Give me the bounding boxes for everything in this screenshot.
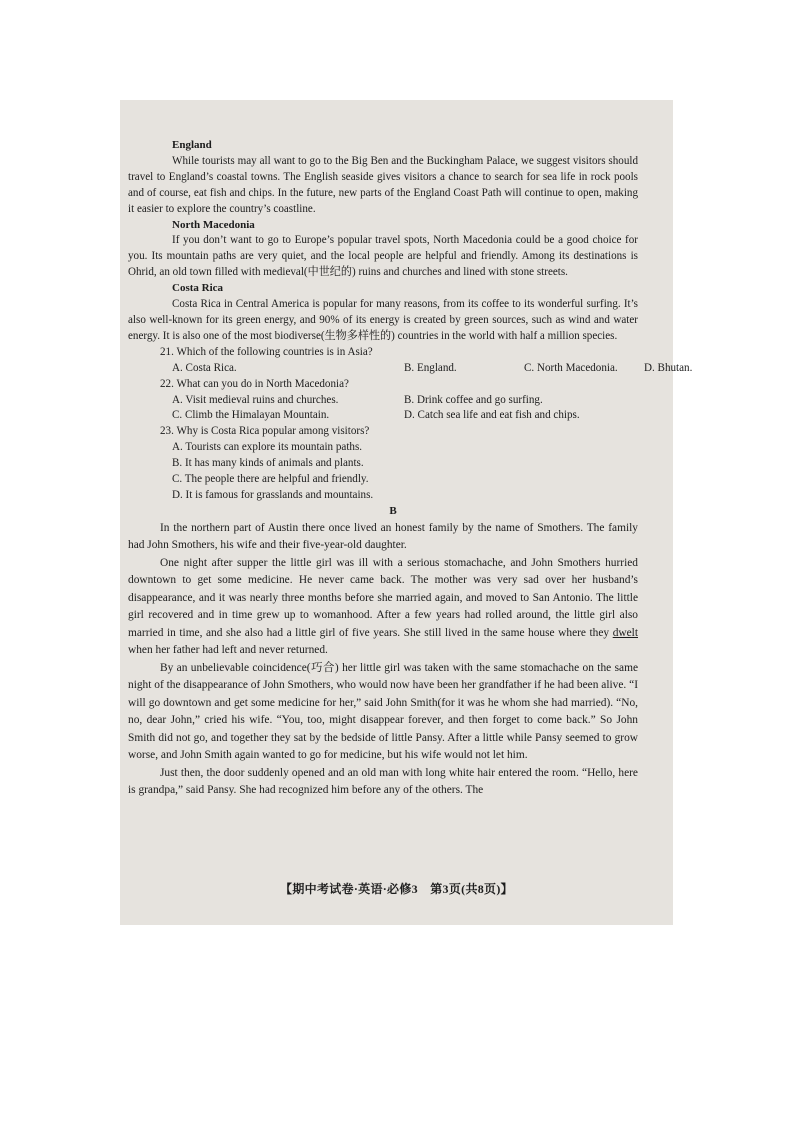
part-b-paragraph-4: Just then, the door suddenly opened and an old man with long white hair entered the room. “Hello, here is grandpa,” said Pansy. She had recognized him before any of the others. The xyxy=(128,766,638,797)
question-22-stem: 22. What can you do in North Macedonia? xyxy=(160,377,349,390)
question-21-options xyxy=(128,361,693,377)
costa-rica-paragraph: Costa Rica in Central America is popular for many reasons, from its coffee to its wonderful surfing. It’s also well-known for its green energy, and 90% of its energy is created by green sources, such as wind and water energy. It is also one of the most biodiverse(生物多样性的) countries in the world with half a million species. xyxy=(128,298,638,342)
question-22-option-d: D. Catch sea life and eat fish and chips. xyxy=(404,409,580,422)
question-22-options-row1 xyxy=(128,393,638,409)
england-heading: England xyxy=(172,139,212,151)
question-21-option-b: B. England. xyxy=(404,361,457,374)
costa-rica-heading: Costa Rica xyxy=(172,282,224,295)
north-macedonia-paragraph: If you don’t want to go to Europe’s popular travel spots, North Macedonia could be a good choice for you. Its mountain paths are very quiet, and the local people are helpful and friendly. Among its destinations is Ohrid, an old town filled with medieval(中世纪的) ruins and churches and lined with stone streets. xyxy=(128,234,638,279)
scanned-page-photo xyxy=(120,100,693,925)
question-23-option-c: C. The people there are helpful and friendly. xyxy=(172,473,369,486)
north-macedonia-heading: North Macedonia xyxy=(172,218,255,231)
question-23-option-a: A. Tourists can explore its mountain paths. xyxy=(172,441,363,454)
page-content xyxy=(128,138,693,800)
question-23-option-b: B. It has many kinds of animals and plants. xyxy=(172,457,364,470)
part-b-paragraph-1: In the northern part of Austin there once lived an honest family by the name of Smothers. The family had John Smothers, his wife and their five-year-old daughter. xyxy=(128,521,638,552)
question-23-stem: 23. Why is Costa Rica popular among visitors? xyxy=(160,425,370,438)
question-21-option-d: D. Bhutan. xyxy=(644,361,693,374)
question-21-option-a: A. Costa Rica. xyxy=(172,361,237,374)
question-22-option-c: C. Climb the Himalayan Mountain. xyxy=(172,409,330,422)
question-21-option-c: C. North Macedonia. xyxy=(524,361,618,374)
question-22-option-a: A. Visit medieval ruins and churches. xyxy=(172,393,339,406)
question-23-option-d: D. It is famous for grasslands and mountains. xyxy=(172,488,374,501)
question-22-option-b: B. Drink coffee and go surfing. xyxy=(404,393,543,406)
question-21-stem: 21. Which of the following countries is in Asia? xyxy=(160,345,373,358)
underlined-word-dwelt: dwelt xyxy=(612,626,638,639)
page-footer: 【期中考试卷·英语·必修3 第3页(共8页)】 xyxy=(280,882,513,896)
part-b-paragraph-3: By an unbelievable coincidence(巧合) her little girl was taken with the same stomachache on the same night of the disappearance of John Smothers, who would now have been her grandfather if he had been alive. “I will go downtown and get some medicine for her,” said John Smith(for it was he whom she had married). “No, no, dear John,” cried his wife. “You, too, might disappear forever, and then forget to come back.” So John Smith did not go, and together they sat by the bedside of little Pansy. After a little while Pansy seemed to grow worse, and John Smith again wanted to go for medicine, but his wife would not let him. xyxy=(128,661,638,762)
england-paragraph: While tourists may all want to go to the Big Ben and the Buckingham Palace, we suggest visitors should travel to England’s coastal towns. The English seaside gives visitors a chance to search for sea life in rock pools and of course, eat fish and chips. In the future, new parts of the England Coast Path will continue to open, making it easier to explore the country’s coastline. xyxy=(128,154,638,215)
part-b-paragraph-2 xyxy=(128,555,638,660)
question-22-options-row2 xyxy=(128,408,638,424)
part-b-label: B xyxy=(389,504,397,517)
part-b-paragraph-2-text: One night after supper the little girl was ill with a serious stomachache, and John Smothers hurried downtown to get some medicine. He never came back. The mother was very sad over her husband’s disappearance, and it was nearly three months before she married again, and moved to San Antonio. The little girl recovered and in time grew up to womanhood. After a few years had rolled around, the little girl also married in time, and she also had a little girl of five years. She still lived in the same house where they xyxy=(128,556,638,639)
part-b-passage xyxy=(128,520,638,800)
part-b-paragraph-2-end: when her father had left and never returned. xyxy=(128,644,328,657)
